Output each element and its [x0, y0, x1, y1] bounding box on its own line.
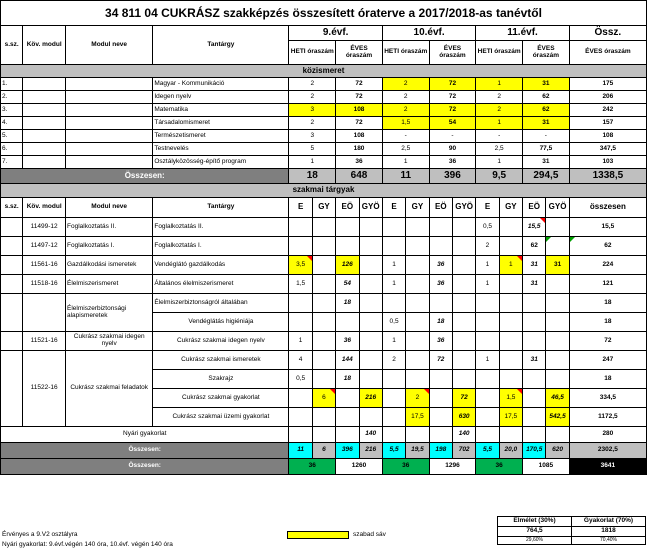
empty-cell [1, 351, 23, 427]
total-cell: 1296 [429, 459, 476, 475]
section-kozismeret: közismeret [1, 65, 647, 78]
legend-label: szabad sáv [353, 531, 386, 538]
cell: 1 [476, 275, 499, 294]
table-row [1, 117, 647, 130]
cell: 6 [312, 389, 335, 408]
subject: Nyári gyakorlat [1, 427, 289, 443]
cell: 1 [476, 351, 499, 370]
subject: Testnevelés [153, 143, 289, 156]
cell: 1 [476, 117, 523, 130]
section-szakmai: szakmai tárgyak [1, 184, 647, 198]
col-gy: GY [499, 198, 522, 218]
cell: 1 [382, 256, 405, 275]
empty-cell [23, 78, 66, 91]
cell: 72 [429, 78, 476, 91]
cell: 2 [289, 117, 336, 130]
total-cell: 198 [429, 443, 452, 459]
cell: 3 [289, 104, 336, 117]
page-title: 34 811 04 CUKRÁSZ szakképzés összesített óraterve a 2017/2018-as tanévtől [1, 1, 647, 26]
cell: 72 [336, 117, 383, 130]
row-total: 18 [569, 313, 646, 332]
total-cell: 702 [452, 443, 475, 459]
total-label: Összesen: [1, 443, 289, 459]
total-cell: 396 [336, 443, 359, 459]
empty-cell [1, 294, 23, 332]
cell: 630 [452, 408, 475, 427]
cell: 36 [429, 332, 452, 351]
empty-cell [23, 294, 66, 332]
cell: 72 [429, 104, 476, 117]
cell: 1 [289, 156, 336, 169]
cell: 2 [476, 91, 523, 104]
empty-cell [23, 104, 66, 117]
total-label: Összesen: [1, 459, 289, 475]
cell: 31 [523, 351, 546, 370]
module-code: 11499-12 [23, 218, 66, 237]
cell: 31 [523, 256, 546, 275]
cell: 5 [289, 143, 336, 156]
module-name: Foglalkoztatás I. [66, 237, 153, 256]
empty-cell [1, 256, 23, 275]
col-ssz: s.sz. [1, 198, 23, 218]
row-total: 103 [569, 156, 646, 169]
table-row [1, 91, 647, 104]
empty-cell [23, 91, 66, 104]
cell: 36 [336, 332, 359, 351]
row-number: 5. [1, 130, 23, 143]
cell: 2,5 [476, 143, 523, 156]
cell: 1 [289, 332, 312, 351]
total-cell: 170,5 [523, 443, 546, 459]
empty-cell [1, 218, 23, 237]
eves-total: ÉVES óraszám [569, 41, 646, 65]
cell: 140 [452, 427, 475, 443]
total-header: Össz. [569, 26, 646, 41]
module-code: 11561-16 [23, 256, 66, 275]
grand-total-cell: 2302,5 [569, 443, 646, 459]
subject: Cukrász szakmai idegen nyelv [153, 332, 289, 351]
grand-total-row [1, 459, 647, 475]
table-row [1, 294, 647, 313]
total-cell: 5,5 [382, 443, 405, 459]
table-row [1, 427, 647, 443]
table-row [1, 218, 647, 237]
cell: 36 [336, 156, 383, 169]
eves-11: ÉVES óraszám [523, 41, 570, 65]
row-total: 18 [569, 370, 646, 389]
subject: Magyar - Kommunikáció [153, 78, 289, 91]
total-cell: 294,5 [523, 169, 570, 184]
heti-10: HETI óraszám [382, 41, 429, 65]
subject: Matematika [153, 104, 289, 117]
row-number: 4. [1, 117, 23, 130]
cell: 126 [336, 256, 359, 275]
cell: 1 [476, 156, 523, 169]
row-number: 2. [1, 91, 23, 104]
cell: 15,5 [523, 218, 546, 237]
row-total: 242 [569, 104, 646, 117]
row-total: 62 [569, 237, 646, 256]
theory-label: Elmélet (30%) [498, 517, 572, 527]
cell: 54 [429, 117, 476, 130]
empty-cell [66, 91, 153, 104]
col-e: E [476, 198, 499, 218]
cell: 1 [382, 332, 405, 351]
cell: 144 [336, 351, 359, 370]
cell: 1 [382, 156, 429, 169]
cell: 46,5 [546, 389, 569, 408]
cell: 72 [336, 91, 383, 104]
cell: 1 [476, 256, 499, 275]
total-cell: 1260 [336, 459, 383, 475]
total-label: Összesen: [1, 169, 289, 184]
col-eo: EÖ [429, 198, 452, 218]
cell: 2 [289, 78, 336, 91]
table-row [1, 351, 647, 370]
cell: 36 [429, 156, 476, 169]
empty-cell [66, 78, 153, 91]
total-cell: 5,5 [476, 443, 499, 459]
szakmai-total-row [1, 443, 647, 459]
cell: 2 [382, 351, 405, 370]
cell: 72 [429, 91, 476, 104]
cell: 72 [429, 351, 452, 370]
module-code: 11522-16 [23, 351, 66, 427]
cell: 90 [429, 143, 476, 156]
cell: 31 [523, 156, 570, 169]
subject: Cukrász szakmai üzemi gyakorlat [153, 408, 289, 427]
empty-cell [66, 156, 153, 169]
subject: Természetismeret [153, 130, 289, 143]
module-code: 11497-12 [23, 237, 66, 256]
cell: 77,5 [523, 143, 570, 156]
col-e: E [289, 198, 312, 218]
cell: 1 [499, 256, 522, 275]
cell: 1,5 [382, 117, 429, 130]
col-modul: Modul neve [66, 198, 153, 218]
empty-cell [1, 237, 23, 256]
grade-11-header: 11.évf. [476, 26, 569, 41]
cell: 3,5 [289, 256, 312, 275]
table-row [1, 130, 647, 143]
row-total: 15,5 [569, 218, 646, 237]
row-number: 7. [1, 156, 23, 169]
col-tantargy: Tantárgy [153, 26, 289, 65]
col-modul: Modul neve [66, 26, 153, 65]
empty-cell [66, 104, 153, 117]
col-eo: EÖ [523, 198, 546, 218]
row-total: 280 [569, 427, 646, 443]
empty-cell [1, 332, 23, 351]
kozismeret-total-row [1, 169, 647, 184]
cell: 1 [476, 78, 523, 91]
module-name: Gazdálkodási ismeretek [66, 256, 153, 275]
subject: Idegen nyelv [153, 91, 289, 104]
table-row [1, 104, 647, 117]
empty-cell [23, 156, 66, 169]
subject: Élelmiszerbiztonságról általában [153, 294, 289, 313]
table-row [1, 256, 647, 275]
col-gyo: GYÖ [546, 198, 569, 218]
col-eo: EÖ [336, 198, 359, 218]
cell: - [429, 130, 476, 143]
cell: 72 [452, 389, 475, 408]
legend-swatch [287, 531, 349, 539]
table-row [1, 332, 647, 351]
col-osszesen: összesen [569, 198, 646, 218]
cell: 542,5 [546, 408, 569, 427]
cell: 17,5 [499, 408, 522, 427]
total-cell: 19,5 [406, 443, 429, 459]
cell: 108 [336, 104, 383, 117]
module-name: Foglalkoztatás II. [66, 218, 153, 237]
table-row [1, 237, 647, 256]
practice-value: 1818 [572, 527, 646, 537]
cell: 2 [382, 78, 429, 91]
cell: 36 [429, 275, 452, 294]
subject: Cukrász szakmai gyakorlat [153, 389, 289, 408]
cell: 1,5 [499, 389, 522, 408]
cell: 2 [406, 389, 429, 408]
module-code: 11521-16 [23, 332, 66, 351]
col-gy: GY [406, 198, 429, 218]
cell: 31 [523, 275, 546, 294]
total-cell: 9,5 [476, 169, 523, 184]
cell: 62 [523, 91, 570, 104]
empty-cell [66, 143, 153, 156]
empty-cell [23, 143, 66, 156]
heti-11: HETI óraszám [476, 41, 523, 65]
total-cell: 216 [359, 443, 382, 459]
eves-9: ÉVES óraszám [336, 41, 383, 65]
cell: 18 [336, 370, 359, 389]
eves-10: ÉVES óraszám [429, 41, 476, 65]
empty-cell [23, 130, 66, 143]
cell: 180 [336, 143, 383, 156]
row-number: 6. [1, 143, 23, 156]
cell: 0,5 [289, 370, 312, 389]
summary-table [497, 516, 646, 545]
row-total: 247 [569, 351, 646, 370]
module-name: Élelmiszerismeret [66, 275, 153, 294]
subject: Vendéglátás higiéniája [153, 313, 289, 332]
cell: 18 [429, 313, 452, 332]
grade-10-header: 10.évf. [382, 26, 475, 41]
col-tantargy: Tantárgy [153, 198, 289, 218]
row-total: 18 [569, 294, 646, 313]
practice-pct: 70,40% [572, 537, 646, 545]
cell: - [476, 130, 523, 143]
cell: 54 [336, 275, 359, 294]
cell: 0,5 [476, 218, 499, 237]
cell: 36 [429, 256, 452, 275]
row-total: 121 [569, 275, 646, 294]
cell: 72 [336, 78, 383, 91]
cell: 31 [523, 117, 570, 130]
grand-total-cell: 1338,5 [569, 169, 646, 184]
total-cell: 18 [289, 169, 336, 184]
cell: 216 [359, 389, 382, 408]
cell: 108 [336, 130, 383, 143]
col-gyo: GYÖ [452, 198, 475, 218]
total-cell: 36 [476, 459, 523, 475]
cell: 2 [382, 104, 429, 117]
row-total: 108 [569, 130, 646, 143]
theory-value: 764,5 [498, 527, 572, 537]
cell: 62 [523, 237, 546, 256]
theory-pct: 29,60% [498, 537, 572, 545]
cell: 140 [359, 427, 382, 443]
practice-label: Gyakorlat (70%) [572, 517, 646, 527]
total-cell: 20,0 [499, 443, 522, 459]
col-gy: GY [312, 198, 335, 218]
cell: 2 [382, 91, 429, 104]
validity-note: Érvényes a 9.V2 osztályra [2, 531, 78, 538]
total-cell: 1085 [523, 459, 570, 475]
total-cell: 6 [312, 443, 335, 459]
heti-9: HETI óraszám [289, 41, 336, 65]
module-name: Élelmiszerbiztonsági alapismeretek [66, 294, 153, 332]
total-cell: 36 [289, 459, 336, 475]
row-total: 157 [569, 117, 646, 130]
total-cell: 11 [382, 169, 429, 184]
cell: 1,5 [289, 275, 312, 294]
row-total: 334,5 [569, 389, 646, 408]
cell: 2 [476, 104, 523, 117]
col-kov: Köv. modul [23, 26, 66, 65]
total-cell: 11 [289, 443, 312, 459]
cell: 31 [546, 256, 569, 275]
subject: Foglalkoztatás II. [153, 218, 289, 237]
cell: 3 [289, 130, 336, 143]
row-total: 206 [569, 91, 646, 104]
col-e: E [382, 198, 405, 218]
row-number: 1. [1, 78, 23, 91]
row-total: 224 [569, 256, 646, 275]
subject: Általános élelmiszerismeret [153, 275, 289, 294]
module-name: Cukrász szakmai idegen nyelv [66, 332, 153, 351]
cell: - [523, 130, 570, 143]
cell: 2 [476, 237, 499, 256]
subject: Szakrajz [153, 370, 289, 389]
cell: 31 [523, 78, 570, 91]
subject: Foglalkoztatás I. [153, 237, 289, 256]
table-row [1, 143, 647, 156]
empty-cell [66, 130, 153, 143]
module-name: Cukrász szakmai feladatok [66, 351, 153, 427]
grade-9-header: 9.évf. [289, 26, 382, 41]
cell: 2,5 [382, 143, 429, 156]
cell: 2 [289, 91, 336, 104]
table-row [1, 156, 647, 169]
total-cell: 648 [336, 169, 383, 184]
cell: 17,5 [406, 408, 429, 427]
grand-total-cell: 3641 [569, 459, 646, 475]
col-kov: Köv. modul [23, 198, 66, 218]
cell: 18 [336, 294, 359, 313]
empty-cell [1, 275, 23, 294]
empty-cell [23, 117, 66, 130]
subject: Társadalomismeret [153, 117, 289, 130]
cell: 0,5 [382, 313, 405, 332]
col-ssz: s.sz. [1, 26, 23, 65]
col-gyo: GYÖ [359, 198, 382, 218]
total-cell: 620 [546, 443, 569, 459]
cell: - [382, 130, 429, 143]
cell: 62 [523, 104, 570, 117]
total-cell: 396 [429, 169, 476, 184]
row-total: 347,5 [569, 143, 646, 156]
table-row [1, 78, 647, 91]
row-total: 175 [569, 78, 646, 91]
module-code: 11518-16 [23, 275, 66, 294]
table-row [1, 275, 647, 294]
cell: 1 [382, 275, 405, 294]
row-number: 3. [1, 104, 23, 117]
empty-cell [66, 117, 153, 130]
subject: Osztályközösség-építő program [153, 156, 289, 169]
subject: Vendéglátó gazdálkodás [153, 256, 289, 275]
subject: Cukrász szakmai ismeretek [153, 351, 289, 370]
total-cell: 36 [382, 459, 429, 475]
row-total: 72 [569, 332, 646, 351]
cell: 4 [289, 351, 312, 370]
row-total: 1172,5 [569, 408, 646, 427]
summer-practice-note: Nyári gyakorlat: 9.évf.végén 140 óra, 10.évf. végén 140 óra [2, 541, 173, 548]
